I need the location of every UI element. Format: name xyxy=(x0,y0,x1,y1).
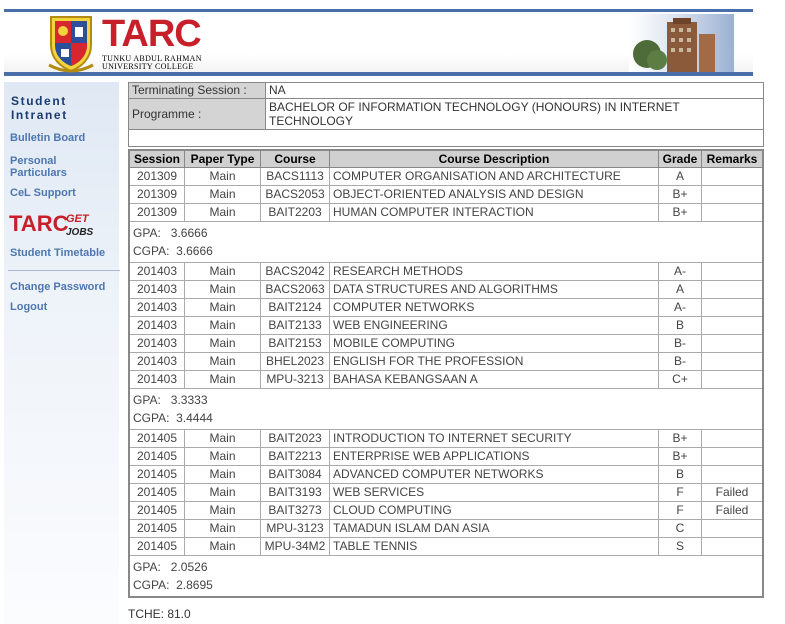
sidebar-title-line2: Intranet xyxy=(11,108,68,122)
table-cell: OBJECT-ORIENTED ANALYSIS AND DESIGN xyxy=(330,186,659,204)
table-cell: Main xyxy=(185,353,261,371)
table-cell xyxy=(702,353,764,371)
table-cell: Main xyxy=(185,299,261,317)
table-cell: BACS2042 xyxy=(261,263,330,281)
results-content xyxy=(128,82,764,598)
campus-building-image xyxy=(629,14,734,72)
table-cell: Main xyxy=(185,263,261,281)
table-row xyxy=(129,317,763,335)
table-cell: 201405 xyxy=(129,448,185,466)
table-cell: MPU-34M2 xyxy=(261,538,330,556)
table-row xyxy=(129,466,763,484)
table-cell: BAIT3084 xyxy=(261,466,330,484)
page-header xyxy=(4,9,753,76)
table-row xyxy=(129,502,763,520)
table-cell: Main xyxy=(185,281,261,299)
table-cell: DATA STRUCTURES AND ALGORITHMS xyxy=(330,281,659,299)
sidebar-title-line1: Student xyxy=(11,94,67,108)
table-row xyxy=(129,281,763,299)
gpa-summary-row xyxy=(129,389,763,430)
sidebar-title xyxy=(11,94,116,122)
table-cell: Main xyxy=(185,538,261,556)
table-cell: Failed xyxy=(702,502,764,520)
gpa-summary-row xyxy=(129,222,763,263)
table-cell: A- xyxy=(659,263,702,281)
table-row xyxy=(129,263,763,281)
col-paper-type: Paper Type xyxy=(185,150,261,168)
table-cell: A xyxy=(659,168,702,186)
table-cell: Main xyxy=(185,484,261,502)
table-cell xyxy=(702,466,764,484)
table-row xyxy=(129,371,763,389)
col-grade: Grade xyxy=(659,150,702,168)
tche-total: TCHE: 81.0 xyxy=(128,607,191,621)
table-cell: 201403 xyxy=(129,335,185,353)
university-crest-icon xyxy=(47,15,95,73)
table-row xyxy=(129,448,763,466)
table-cell: ADVANCED COMPUTER NETWORKS xyxy=(330,466,659,484)
table-cell: Main xyxy=(185,317,261,335)
table-cell: 201403 xyxy=(129,263,185,281)
table-cell: Main xyxy=(185,168,261,186)
gpa-summary-row xyxy=(129,556,763,598)
table-cell: HUMAN COMPUTER INTERACTION xyxy=(330,204,659,222)
col-course-description: Course Description xyxy=(330,150,659,168)
logo-subtitle-line2: UNIVERSITY COLLEGE xyxy=(102,62,194,71)
table-cell: Main xyxy=(185,204,261,222)
table-cell: BAIT2124 xyxy=(261,299,330,317)
table-cell: B- xyxy=(659,353,702,371)
cgpa-value: CGPA: 3.6666 xyxy=(133,244,213,258)
table-cell: Main xyxy=(185,502,261,520)
table-row xyxy=(129,520,763,538)
table-cell: COMPUTER ORGANISATION AND ARCHITECTURE xyxy=(330,168,659,186)
table-row xyxy=(129,299,763,317)
table-cell: BAIT3273 xyxy=(261,502,330,520)
table-cell: 201309 xyxy=(129,168,185,186)
table-cell: MPU-3213 xyxy=(261,371,330,389)
table-row xyxy=(129,430,763,448)
info-spacer xyxy=(129,130,764,147)
table-cell: MOBILE COMPUTING xyxy=(330,335,659,353)
student-info-table xyxy=(128,82,764,147)
table-cell xyxy=(702,204,764,222)
jobs-logo-get: GET xyxy=(66,213,89,225)
table-cell xyxy=(702,430,764,448)
tarc-logo-text: TARC xyxy=(102,13,201,55)
table-cell xyxy=(702,186,764,204)
table-cell: B+ xyxy=(659,448,702,466)
sidebar-item-cel-support[interactable]: CeL Support xyxy=(10,187,76,199)
table-cell: B xyxy=(659,317,702,335)
table-cell: ENTERPRISE WEB APPLICATIONS xyxy=(330,448,659,466)
table-cell: 201403 xyxy=(129,299,185,317)
table-cell: BHEL2023 xyxy=(261,353,330,371)
table-cell xyxy=(702,317,764,335)
table-cell: Main xyxy=(185,520,261,538)
table-cell: Main xyxy=(185,186,261,204)
sidebar-item-logout[interactable]: Logout xyxy=(10,301,48,313)
grades-header-row xyxy=(129,150,763,168)
table-cell: TAMADUN ISLAM DAN ASIA xyxy=(330,520,659,538)
table-cell xyxy=(702,299,764,317)
table-cell xyxy=(702,281,764,299)
table-cell: BAIT3193 xyxy=(261,484,330,502)
sidebar-item-personal-particulars[interactable]: Personal Particulars xyxy=(10,155,67,179)
table-cell: 201405 xyxy=(129,502,185,520)
table-cell: BAIT2203 xyxy=(261,204,330,222)
table-row xyxy=(129,484,763,502)
table-cell xyxy=(702,371,764,389)
table-cell: F xyxy=(659,502,702,520)
gpa-value: GPA: 2.0526 xyxy=(133,560,208,574)
table-cell: COMPUTER NETWORKS xyxy=(330,299,659,317)
col-course: Course xyxy=(261,150,330,168)
terminating-session-value: NA xyxy=(266,83,764,99)
sidebar-divider xyxy=(8,270,120,271)
table-cell: 201405 xyxy=(129,430,185,448)
table-cell: RESEARCH METHODS xyxy=(330,263,659,281)
table-cell: 201405 xyxy=(129,466,185,484)
table-cell: BAIT2213 xyxy=(261,448,330,466)
table-cell: A xyxy=(659,281,702,299)
table-cell: 201309 xyxy=(129,204,185,222)
table-cell: BAHASA KEBANGSAAN A xyxy=(330,371,659,389)
table-cell: Failed xyxy=(702,484,764,502)
terminating-session-label: Terminating Session : xyxy=(129,83,266,99)
table-cell: BAIT2133 xyxy=(261,317,330,335)
table-cell: B+ xyxy=(659,186,702,204)
table-cell: C xyxy=(659,520,702,538)
table-cell: Main xyxy=(185,448,261,466)
tarc-get-jobs-logo[interactable] xyxy=(9,210,109,238)
gpa-summary xyxy=(129,389,763,430)
table-row xyxy=(129,538,763,556)
table-cell: Main xyxy=(185,466,261,484)
table-cell: 201405 xyxy=(129,520,185,538)
sidebar-item-student-timetable[interactable]: Student Timetable xyxy=(10,247,106,259)
table-cell: Main xyxy=(185,430,261,448)
table-cell xyxy=(702,263,764,281)
table-cell: Main xyxy=(185,335,261,353)
logo-subtitle-line1: TUNKU ABDUL RAHMAN xyxy=(102,54,202,63)
table-cell: B+ xyxy=(659,204,702,222)
table-cell: Main xyxy=(185,371,261,389)
jobs-logo-jobs: JOBS xyxy=(66,227,94,238)
sidebar-item-bulletin-board[interactable]: Bulletin Board xyxy=(10,132,86,144)
table-row xyxy=(129,335,763,353)
col-remarks: Remarks xyxy=(702,150,764,168)
table-cell xyxy=(702,448,764,466)
sidebar xyxy=(4,82,119,624)
gpa-summary xyxy=(129,222,763,263)
table-cell: 201405 xyxy=(129,484,185,502)
table-cell: WEB SERVICES xyxy=(330,484,659,502)
table-cell: INTRODUCTION TO INTERNET SECURITY xyxy=(330,430,659,448)
gpa-value: GPA: 3.6666 xyxy=(133,226,208,240)
table-cell: F xyxy=(659,484,702,502)
programme-label: Programme : xyxy=(129,99,266,130)
jobs-logo-main: TARC xyxy=(9,211,69,236)
gpa-value: GPA: 3.3333 xyxy=(133,393,208,407)
table-cell: S xyxy=(659,538,702,556)
table-cell: BACS2063 xyxy=(261,281,330,299)
table-cell: B xyxy=(659,466,702,484)
table-row xyxy=(129,168,763,186)
table-cell: A- xyxy=(659,299,702,317)
table-cell: 201405 xyxy=(129,538,185,556)
table-cell: ENGLISH FOR THE PROFESSION xyxy=(330,353,659,371)
sidebar-item-change-password[interactable]: Change Password xyxy=(10,281,106,293)
table-cell: B- xyxy=(659,335,702,353)
gpa-summary xyxy=(129,556,763,598)
cgpa-value: CGPA: 3.4444 xyxy=(133,411,213,425)
grades-body xyxy=(129,168,763,598)
table-cell xyxy=(702,335,764,353)
table-cell: BACS1113 xyxy=(261,168,330,186)
table-row xyxy=(129,186,763,204)
table-cell xyxy=(702,168,764,186)
table-cell xyxy=(702,520,764,538)
table-cell: CLOUD COMPUTING xyxy=(330,502,659,520)
table-cell: 201309 xyxy=(129,186,185,204)
table-cell: 201403 xyxy=(129,371,185,389)
table-cell: BACS2053 xyxy=(261,186,330,204)
table-cell: 201403 xyxy=(129,317,185,335)
col-session: Session xyxy=(129,150,185,168)
table-cell: 201403 xyxy=(129,281,185,299)
programme-value: BACHELOR OF INFORMATION TECHNOLOGY (HONOURS) IN INTERNET TECHNOLOGY xyxy=(266,99,764,130)
table-row xyxy=(129,353,763,371)
table-cell: BAIT2023 xyxy=(261,430,330,448)
table-cell: MPU-3123 xyxy=(261,520,330,538)
table-cell xyxy=(702,538,764,556)
table-cell: WEB ENGINEERING xyxy=(330,317,659,335)
cgpa-value: CGPA: 2.8695 xyxy=(133,578,213,592)
table-cell: B+ xyxy=(659,430,702,448)
table-cell: C+ xyxy=(659,371,702,389)
table-cell: 201403 xyxy=(129,353,185,371)
table-cell: TABLE TENNIS xyxy=(330,538,659,556)
table-row xyxy=(129,204,763,222)
grades-table xyxy=(128,149,764,598)
table-cell: BAIT2153 xyxy=(261,335,330,353)
